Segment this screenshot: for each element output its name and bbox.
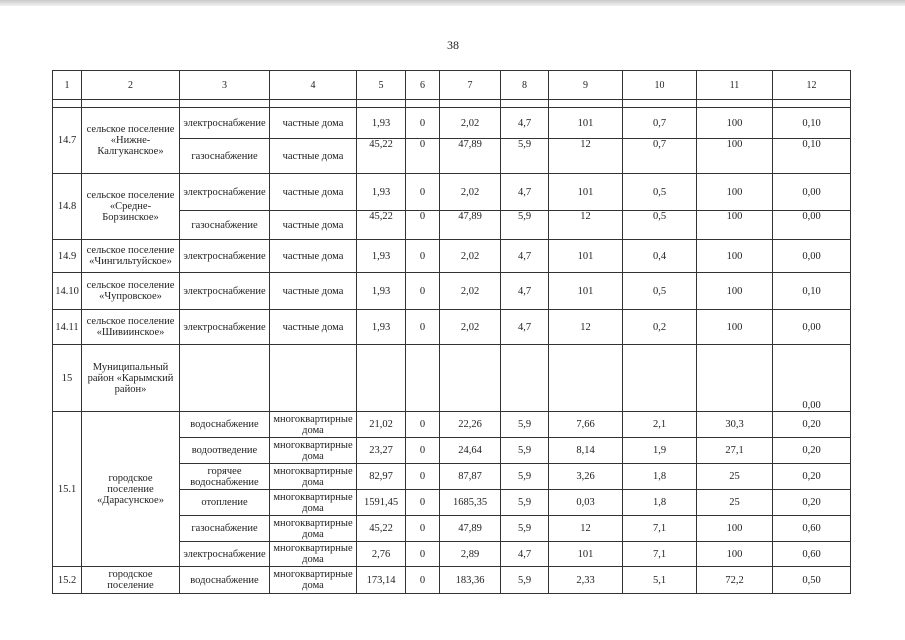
service-cell: водоотведение xyxy=(180,438,270,464)
settlement-name-cell: сельское поселение «Чингильтуйское» xyxy=(82,240,180,273)
housing-type-cell xyxy=(270,345,357,412)
value-cell-c7: 22,26 xyxy=(440,412,501,438)
value-cell-c12: 0,20 xyxy=(773,490,851,516)
spacer-row xyxy=(53,100,851,108)
spacer-cell xyxy=(697,100,773,108)
value-cell-c10: 5,1 xyxy=(623,567,697,594)
service-cell: водоснабжение xyxy=(180,567,270,594)
value-cell-c8: 5,9 xyxy=(501,412,549,438)
settlement-name-cell: городское поселение xyxy=(82,567,180,594)
value-cell-c5: 82,97 xyxy=(357,464,406,490)
value-cell-c10: 0,5 xyxy=(623,273,697,310)
service-cell: электроснабжение xyxy=(180,108,270,139)
spacer-cell xyxy=(53,100,82,108)
service-cell: отопление xyxy=(180,490,270,516)
header-cell: 12 xyxy=(773,71,851,100)
value-cell-c11: 100 xyxy=(697,211,773,240)
service-cell xyxy=(180,345,270,412)
value-cell-c9: 8,14 xyxy=(549,438,623,464)
table-row xyxy=(53,174,851,211)
row-number-cell: 14.10 xyxy=(53,273,82,310)
value-cell-c6: 0 xyxy=(406,567,440,594)
value-cell-c7: 2,89 xyxy=(440,542,501,567)
value-cell-c10: 1,8 xyxy=(623,490,697,516)
value-cell-c10: 7,1 xyxy=(623,516,697,542)
value-cell-c7: 2,02 xyxy=(440,273,501,310)
value-cell-c11: 100 xyxy=(697,310,773,345)
spacer-cell xyxy=(270,100,357,108)
value-cell-c5: 45,22 xyxy=(357,139,406,174)
housing-type-cell: частные дома xyxy=(270,139,357,174)
settlement-name-cell: городское поселение «Дарасунское» xyxy=(82,412,180,567)
settlement-name-cell: сельское поселение «Шивиинское» xyxy=(82,310,180,345)
value-cell-c8: 5,9 xyxy=(501,490,549,516)
housing-type-cell: многоквартирные дома xyxy=(270,490,357,516)
value-cell-c12: 0,20 xyxy=(773,464,851,490)
table-row xyxy=(53,567,851,594)
header-cell: 9 xyxy=(549,71,623,100)
service-cell: газоснабжение xyxy=(180,211,270,240)
value-cell-c8: 5,9 xyxy=(501,464,549,490)
value-cell-c12: 0,10 xyxy=(773,139,851,174)
value-cell-c11: 100 xyxy=(697,139,773,174)
value-cell-c7: 2,02 xyxy=(440,174,501,211)
value-cell-c9 xyxy=(549,345,623,412)
value-cell-c7: 2,02 xyxy=(440,108,501,139)
value-cell-c5: 23,27 xyxy=(357,438,406,464)
service-cell: газоснабжение xyxy=(180,516,270,542)
spacer-cell xyxy=(406,100,440,108)
value-cell-c5: 1,93 xyxy=(357,240,406,273)
value-cell-c5: 2,76 xyxy=(357,542,406,567)
value-cell-c6: 0 xyxy=(406,438,440,464)
value-cell-c11: 25 xyxy=(697,464,773,490)
value-cell-c9: 101 xyxy=(549,108,623,139)
value-cell-c6: 0 xyxy=(406,174,440,211)
value-cell-c9: 3,26 xyxy=(549,464,623,490)
value-cell-c5: 21,02 xyxy=(357,412,406,438)
value-cell-c10: 0,5 xyxy=(623,211,697,240)
value-cell-c9: 12 xyxy=(549,310,623,345)
page-number: 38 xyxy=(447,38,459,52)
spacer-cell xyxy=(623,100,697,108)
row-number-cell: 14.8 xyxy=(53,174,82,240)
value-cell-c12: 0,00 xyxy=(773,345,851,412)
housing-type-cell: частные дома xyxy=(270,310,357,345)
value-cell-c9: 7,66 xyxy=(549,412,623,438)
value-cell-c7: 47,89 xyxy=(440,139,501,174)
header-cell: 2 xyxy=(82,71,180,100)
row-number-cell: 15 xyxy=(53,345,82,412)
value-cell-c12: 0,00 xyxy=(773,310,851,345)
table-row xyxy=(53,310,851,345)
row-number-cell: 15.1 xyxy=(53,412,82,567)
value-cell-c11: 100 xyxy=(697,542,773,567)
value-cell-c11: 100 xyxy=(697,240,773,273)
value-cell-c6: 0 xyxy=(406,310,440,345)
value-cell-c7: 183,36 xyxy=(440,567,501,594)
table-row xyxy=(53,240,851,273)
value-cell-c5: 1591,45 xyxy=(357,490,406,516)
header-cell: 10 xyxy=(623,71,697,100)
value-cell-c8: 5,9 xyxy=(501,211,549,240)
value-cell-c11: 100 xyxy=(697,273,773,310)
header-cell: 8 xyxy=(501,71,549,100)
value-cell-c12: 0,20 xyxy=(773,438,851,464)
value-cell-c12: 0,50 xyxy=(773,567,851,594)
value-cell-c8: 5,9 xyxy=(501,438,549,464)
value-cell-c8: 5,9 xyxy=(501,567,549,594)
value-cell-c11: 100 xyxy=(697,108,773,139)
spacer-cell xyxy=(773,100,851,108)
header-row xyxy=(53,71,851,100)
value-cell-c11: 27,1 xyxy=(697,438,773,464)
spacer-cell xyxy=(180,100,270,108)
value-cell-c8: 4,7 xyxy=(501,273,549,310)
settlement-name-cell: сельское поселение «Чупровское» xyxy=(82,273,180,310)
value-cell-c9: 101 xyxy=(549,273,623,310)
value-cell-c12: 0,60 xyxy=(773,516,851,542)
value-cell-c8: 4,7 xyxy=(501,542,549,567)
housing-type-cell: частные дома xyxy=(270,240,357,273)
housing-type-cell: многоквартирные дома xyxy=(270,567,357,594)
value-cell-c5: 173,14 xyxy=(357,567,406,594)
value-cell-c5 xyxy=(357,345,406,412)
service-cell: электроснабжение xyxy=(180,174,270,211)
row-number-cell: 14.9 xyxy=(53,240,82,273)
spacer-cell xyxy=(82,100,180,108)
value-cell-c5: 1,93 xyxy=(357,310,406,345)
value-cell-c10: 0,7 xyxy=(623,108,697,139)
value-cell-c12: 0,00 xyxy=(773,240,851,273)
value-cell-c11: 72,2 xyxy=(697,567,773,594)
value-cell-c12: 0,60 xyxy=(773,542,851,567)
value-cell-c12: 0,00 xyxy=(773,174,851,211)
value-cell-c5: 45,22 xyxy=(357,211,406,240)
value-cell-c11: 30,3 xyxy=(697,412,773,438)
value-cell-c12: 0,10 xyxy=(773,108,851,139)
service-cell: горячее водоснабжение xyxy=(180,464,270,490)
value-cell-c7: 87,87 xyxy=(440,464,501,490)
value-cell-c10: 0,2 xyxy=(623,310,697,345)
value-cell-c12: 0,10 xyxy=(773,273,851,310)
table-row xyxy=(53,412,851,438)
value-cell-c7: 2,02 xyxy=(440,310,501,345)
housing-type-cell: многоквартирные дома xyxy=(270,542,357,567)
header-cell: 4 xyxy=(270,71,357,100)
value-cell-c6: 0 xyxy=(406,139,440,174)
value-cell-c10: 0,5 xyxy=(623,174,697,211)
settlement-name-cell: сельское поселение «Средне-Борзинское» xyxy=(82,174,180,240)
settlement-name-cell: Муниципальный район «Карымский район» xyxy=(82,345,180,412)
value-cell-c11: 25 xyxy=(697,490,773,516)
row-number-cell: 14.7 xyxy=(53,108,82,174)
service-cell: электроснабжение xyxy=(180,310,270,345)
value-cell-c6: 0 xyxy=(406,412,440,438)
housing-type-cell: многоквартирные дома xyxy=(270,438,357,464)
value-cell-c7 xyxy=(440,345,501,412)
housing-type-cell: частные дома xyxy=(270,108,357,139)
header-cell: 5 xyxy=(357,71,406,100)
value-cell-c5: 1,93 xyxy=(357,108,406,139)
housing-type-cell: частные дома xyxy=(270,273,357,310)
value-cell-c10: 2,1 xyxy=(623,412,697,438)
service-cell: водоснабжение xyxy=(180,412,270,438)
table-row xyxy=(53,273,851,310)
value-cell-c8: 4,7 xyxy=(501,174,549,211)
spacer-cell xyxy=(357,100,406,108)
value-cell-c10: 0,4 xyxy=(623,240,697,273)
header-cell: 11 xyxy=(697,71,773,100)
value-cell-c9: 12 xyxy=(549,516,623,542)
value-cell-c9: 12 xyxy=(549,211,623,240)
header-cell: 3 xyxy=(180,71,270,100)
table-row xyxy=(53,108,851,139)
value-cell-c6: 0 xyxy=(406,490,440,516)
value-cell-c6: 0 xyxy=(406,464,440,490)
value-cell-c9: 101 xyxy=(549,174,623,211)
value-cell-c8: 5,9 xyxy=(501,139,549,174)
value-cell-c10 xyxy=(623,345,697,412)
value-cell-c8: 4,7 xyxy=(501,108,549,139)
value-cell-c9: 2,33 xyxy=(549,567,623,594)
housing-type-cell: многоквартирные дома xyxy=(270,412,357,438)
value-cell-c6: 0 xyxy=(406,542,440,567)
service-cell: электроснабжение xyxy=(180,542,270,567)
service-cell: газоснабжение xyxy=(180,139,270,174)
header-cell: 6 xyxy=(406,71,440,100)
scan-top-edge xyxy=(0,0,905,6)
value-cell-c6 xyxy=(406,345,440,412)
table-row xyxy=(53,345,851,412)
value-cell-c5: 1,93 xyxy=(357,174,406,211)
value-cell-c8 xyxy=(501,345,549,412)
value-cell-c6: 0 xyxy=(406,240,440,273)
value-cell-c7: 47,89 xyxy=(440,211,501,240)
value-cell-c10: 1,9 xyxy=(623,438,697,464)
value-cell-c6: 0 xyxy=(406,273,440,310)
value-cell-c5: 45,22 xyxy=(357,516,406,542)
value-cell-c10: 0,7 xyxy=(623,139,697,174)
value-cell-c12: 0,20 xyxy=(773,412,851,438)
housing-type-cell: частные дома xyxy=(270,211,357,240)
value-cell-c11: 100 xyxy=(697,516,773,542)
spacer-cell xyxy=(440,100,501,108)
value-cell-c11 xyxy=(697,345,773,412)
value-cell-c8: 5,9 xyxy=(501,516,549,542)
value-cell-c10: 1,8 xyxy=(623,464,697,490)
value-cell-c12: 0,00 xyxy=(773,211,851,240)
spacer-cell xyxy=(501,100,549,108)
value-cell-c9: 0,03 xyxy=(549,490,623,516)
value-cell-c7: 2,02 xyxy=(440,240,501,273)
value-cell-c7: 47,89 xyxy=(440,516,501,542)
spacer-cell xyxy=(549,100,623,108)
housing-type-cell: частные дома xyxy=(270,174,357,211)
row-number-cell: 15.2 xyxy=(53,567,82,594)
value-cell-c6: 0 xyxy=(406,516,440,542)
value-cell-c6: 0 xyxy=(406,108,440,139)
value-cell-c7: 1685,35 xyxy=(440,490,501,516)
row-number-cell: 14.11 xyxy=(53,310,82,345)
value-cell-c10: 7,1 xyxy=(623,542,697,567)
housing-type-cell: многоквартирные дома xyxy=(270,464,357,490)
housing-type-cell: многоквартирные дома xyxy=(270,516,357,542)
settlement-name-cell: сельское поселение «Нижне-Калгуканское» xyxy=(82,108,180,174)
value-cell-c5: 1,93 xyxy=(357,273,406,310)
service-cell: электроснабжение xyxy=(180,273,270,310)
header-cell: 1 xyxy=(53,71,82,100)
header-cell: 7 xyxy=(440,71,501,100)
value-cell-c9: 101 xyxy=(549,240,623,273)
value-cell-c9: 12 xyxy=(549,139,623,174)
value-cell-c9: 101 xyxy=(549,542,623,567)
service-cell: электроснабжение xyxy=(180,240,270,273)
value-cell-c11: 100 xyxy=(697,174,773,211)
value-cell-c6: 0 xyxy=(406,211,440,240)
tariff-table xyxy=(52,70,851,594)
value-cell-c8: 4,7 xyxy=(501,240,549,273)
value-cell-c7: 24,64 xyxy=(440,438,501,464)
value-cell-c8: 4,7 xyxy=(501,310,549,345)
